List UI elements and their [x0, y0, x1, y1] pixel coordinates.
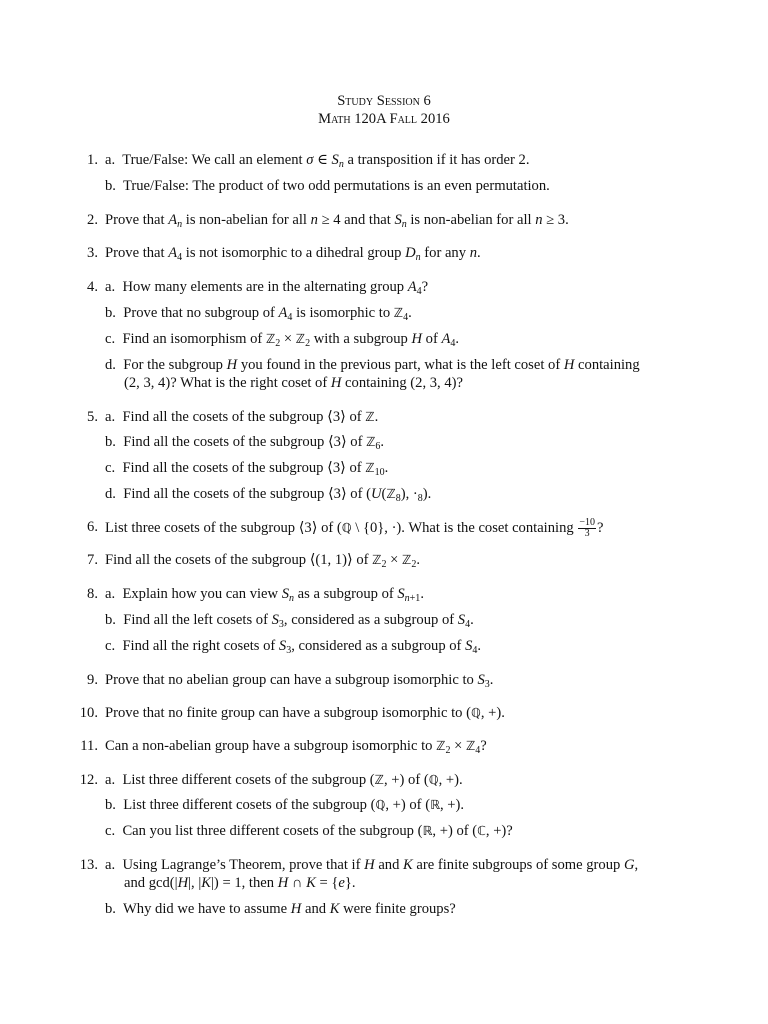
problem-number: 1. — [87, 152, 98, 168]
problem-13a: a. Using Lagrange’s Theorem, prove that if H and K are finite subgroups of some group G, — [105, 857, 639, 873]
session-title: Study Session 6 — [337, 93, 431, 109]
problem-4d-cont: (2, 3, 4)? What is the right coset of H containing (2, 3, 4)? — [124, 375, 463, 391]
problem-number: 9. — [87, 672, 98, 688]
problem-number: 2. — [87, 212, 98, 228]
problem-number: 12. — [79, 772, 98, 788]
problem-6: List three cosets of the subgroup ⟨3⟩ of (ℚ \ {0}, ·). What is the coset containing $\frac{-10}{3}$ ? — [105, 517, 604, 539]
problem-9: Prove that no abelian group can have a subgroup isomorphic to $S_3$. — [105, 672, 494, 690]
problem-1a: a. True/False: We call an element σ ∈ $S_n$ a transposition if it has order 2. — [105, 152, 530, 170]
problem-13b: b. Why did we have to assume H and K were finite groups? — [105, 901, 456, 917]
problem-5b: b. Find all the cosets of the subgroup ⟨3⟩ of ℤ$_6$. — [105, 434, 385, 452]
problem-number: 4. — [87, 279, 98, 295]
problem-number: 13. — [79, 857, 98, 873]
problem-number: 10. — [79, 705, 98, 721]
problem-11: Can a non-abelian group have a subgroup isomorphic to ℤ$_2$ × ℤ$_4$? — [105, 738, 487, 756]
problem-5c: c. Find all the cosets of the subgroup ⟨3⟩ of ℤ$_{10}$. — [105, 460, 389, 478]
problem-8a: a. Explain how you can view $S_n$ as a subgroup of $S_{n+1}$. — [105, 586, 424, 604]
problem-12a: a. List three different cosets of the subgroup (ℤ, +) of (ℚ, +). — [105, 772, 463, 788]
problem-number: 3. — [87, 245, 98, 261]
problem-number: 8. — [87, 586, 98, 602]
problem-1b: b. True/False: The product of two odd permutations is an even permutation. — [105, 178, 550, 194]
problem-4b: b. Prove that no subgroup of $A_4$ is isomorphic to ℤ$_4$. — [105, 305, 412, 323]
problem-4d: d. For the subgroup H you found in the previous part, what is the left coset of H containing — [105, 357, 640, 373]
problem-12b: b. List three different cosets of the subgroup (ℚ, +) of (ℝ, +). — [105, 797, 465, 813]
problem-5d: d. Find all the cosets of the subgroup ⟨3⟩ of (U(ℤ$_8$), $\cdot_8$). — [105, 486, 432, 504]
fraction: $\frac{-10}{3}$ — [579, 517, 595, 539]
problem-4c: c. Find an isomorphism of ℤ$_2$ × ℤ$_2$ with a subgroup H of $A_4$. — [105, 331, 460, 349]
problem-number: 11. — [80, 738, 98, 754]
problem-8c: c. Find all the right cosets of $S_3$, considered as a subgroup of $S_4$. — [105, 638, 482, 656]
problem-number: 7. — [87, 552, 98, 568]
problem-8b: b. Find all the left cosets of $S_3$, considered as a subgroup of $S_4$. — [105, 612, 474, 630]
problem-3: Prove that $A_4$ is not isomorphic to a dihedral group $D_n$ for any n. — [105, 245, 481, 263]
problem-number: 5. — [87, 409, 98, 425]
problem-number: 6. — [87, 519, 98, 535]
problem-12c: c. Can you list three different cosets of the subgroup (ℝ, +) of (ℂ, +)? — [105, 823, 513, 839]
problem-4a: a. How many elements are in the alternating group $A_4$? — [105, 279, 429, 297]
problem-5a: a. Find all the cosets of the subgroup ⟨3⟩ of ℤ. — [105, 409, 379, 425]
problem-2: Prove that $A_n$ is non-abelian for all n ≥ 4 and that $S_n$ is non-abelian for all n ≥ 3. — [105, 212, 569, 230]
problem-10: Prove that no finite group can have a subgroup isomorphic to (ℚ, +). — [105, 705, 505, 721]
course-title: Math 120A Fall 2016 — [318, 111, 450, 127]
problem-7: Find all the cosets of the subgroup ⟨(1, 1)⟩ of ℤ$_2$ × ℤ$_2$. — [105, 552, 420, 570]
problem-13a-cont: and gcd(|H|, |K|) = 1, then H ∩ K = {e}. — [124, 875, 356, 891]
